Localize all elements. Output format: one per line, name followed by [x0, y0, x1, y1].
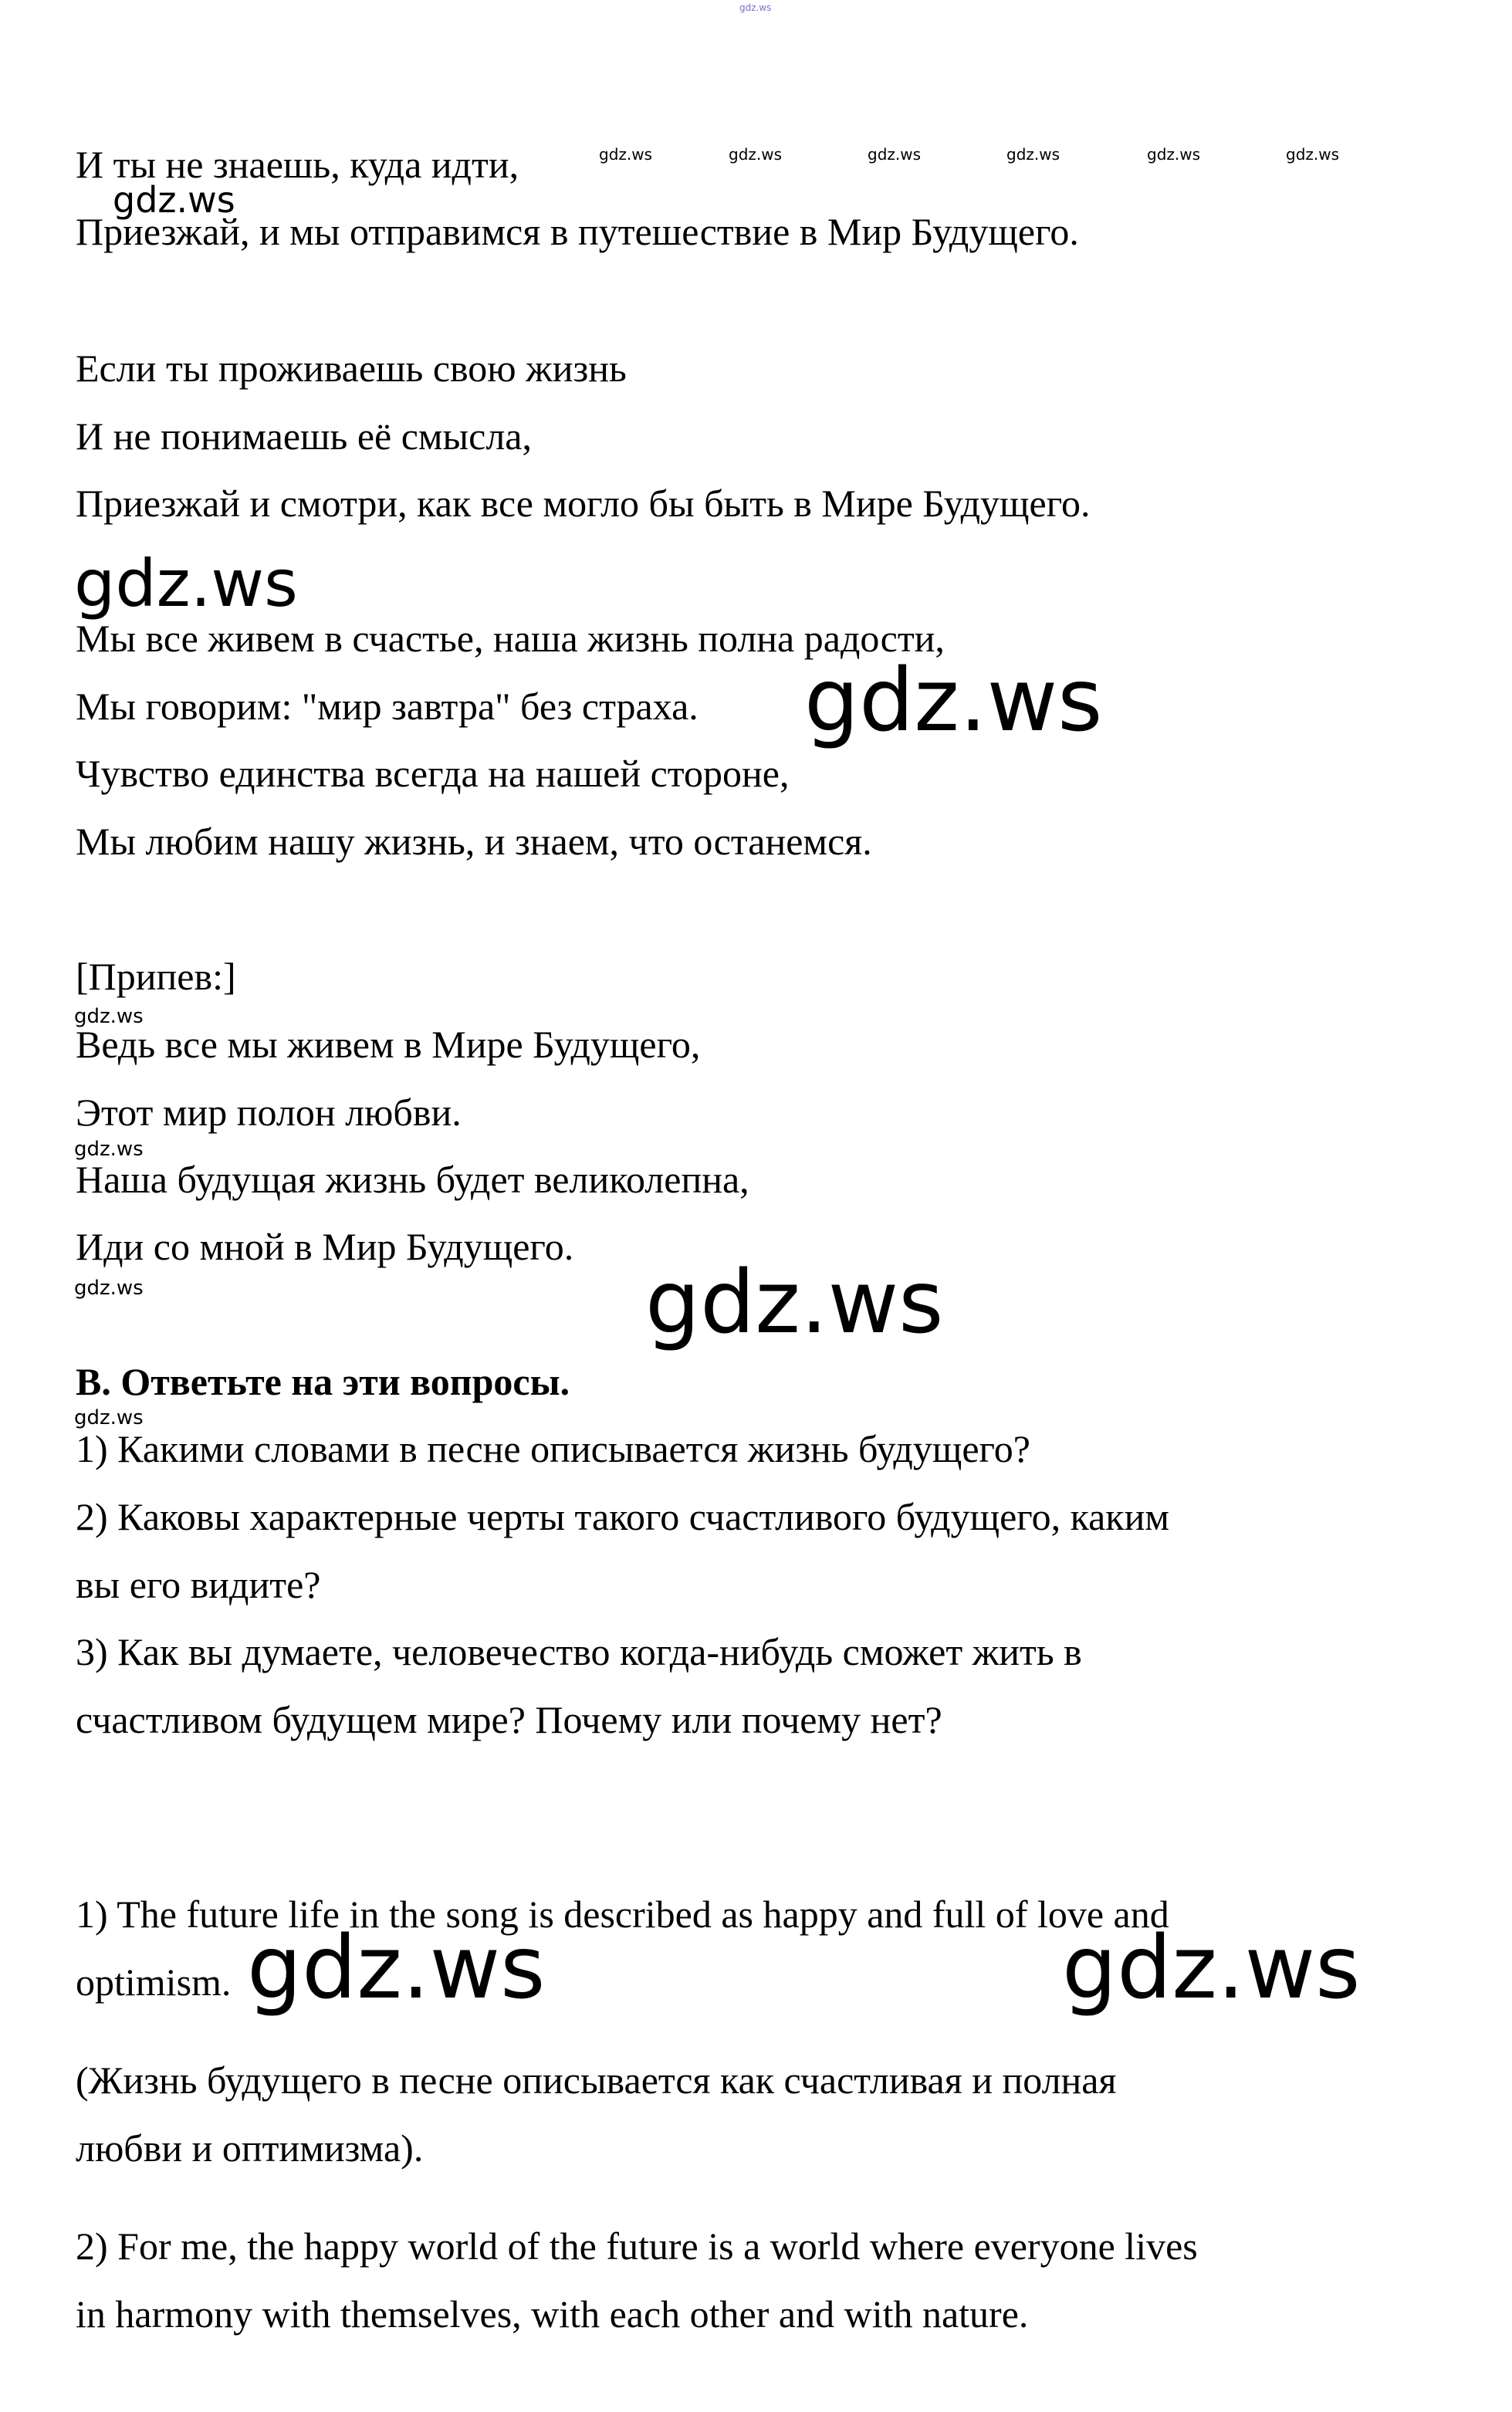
answer-2-line-1: 2) For me, the happy world of the future is a world where everyone lives [76, 2224, 1198, 2268]
section-heading: B. Ответьте на эти вопросы. [76, 1360, 570, 1403]
watermark: gdz.ws [868, 145, 922, 164]
watermark: gdz.ws [247, 1918, 546, 2018]
watermark: gdz.ws [729, 145, 783, 164]
question-3-line-1: 3) Как вы думаете, человечество когда-нибудь сможет жить в [76, 1630, 1082, 1673]
watermark: gdz.ws [1006, 145, 1060, 164]
poem-line: Иди со мной в Мир Будущего. [76, 1225, 574, 1268]
answer-2-line-2: in harmony with themselves, with each other and with nature. [76, 2292, 1029, 2336]
watermark-top: gdz.ws [739, 2, 772, 13]
poem-line: Мы любим нашу жизнь, и знаем, что останемся. [76, 820, 872, 863]
watermark: gdz.ws [113, 179, 235, 221]
watermark: gdz.ws [1062, 1918, 1361, 2018]
question-1: 1) Какими словами в песне описывается жизнь будущего? [76, 1427, 1030, 1470]
poem-line: Мы все живем в счастье, наша жизнь полна радости, [76, 617, 945, 660]
poem-line: Приезжай, и мы отправимся в путешествие в Мир Будущего. [76, 210, 1079, 253]
poem-line: Ведь все мы живем в Мире Будущего, [76, 1023, 701, 1066]
chorus-label: [Припев:] [76, 955, 236, 998]
question-2-line-2: вы его видите? [76, 1563, 321, 1606]
poem-line: Этот мир полон любви. [76, 1091, 462, 1134]
watermark: gdz.ws [1286, 145, 1340, 164]
watermark: gdz.ws [74, 1406, 144, 1429]
answer-1-line-2: optimism. [76, 1960, 232, 2004]
answer-1-line-1: 1) The future life in the song is described as happy and full of love and [76, 1893, 1169, 1936]
poem-line: И не понимаешь её смысла, [76, 414, 532, 458]
poem-line: Мы говорим: "мир завтра" без страха. [76, 685, 698, 728]
poem-line: Приезжай и смотри, как все могло бы быть в Мире Будущего. [76, 482, 1091, 525]
poem-line: Наша будущая жизнь будет великолепна, [76, 1158, 749, 1201]
poem-line: Чувство единства всегда на нашей стороне, [76, 752, 790, 795]
watermark: gdz.ws [74, 1277, 144, 1300]
watermark: gdz.ws [645, 1253, 944, 1353]
answer-1-translation-line-2: любви и оптимизма). [76, 2126, 424, 2170]
watermark: gdz.ws [599, 145, 653, 164]
watermark: gdz.ws [74, 1138, 144, 1161]
poem-line: Если ты проживаешь свою жизнь [76, 347, 627, 390]
answer-1-translation-line-1: (Жизнь будущего в песне описывается как счастливая и полная [76, 2058, 1117, 2102]
question-2-line-1: 2) Каковы характерные черты такого счастливого будущего, каким [76, 1495, 1169, 1538]
poem-line: И ты не знаешь, куда идти, [76, 143, 519, 186]
watermark: gdz.ws [74, 1005, 144, 1028]
watermark: gdz.ws [74, 546, 298, 621]
watermark: gdz.ws [1147, 145, 1201, 164]
question-3-line-2: счастливом будущем мире? Почему или почему нет? [76, 1698, 942, 1741]
watermark: gdz.ws [804, 651, 1103, 751]
